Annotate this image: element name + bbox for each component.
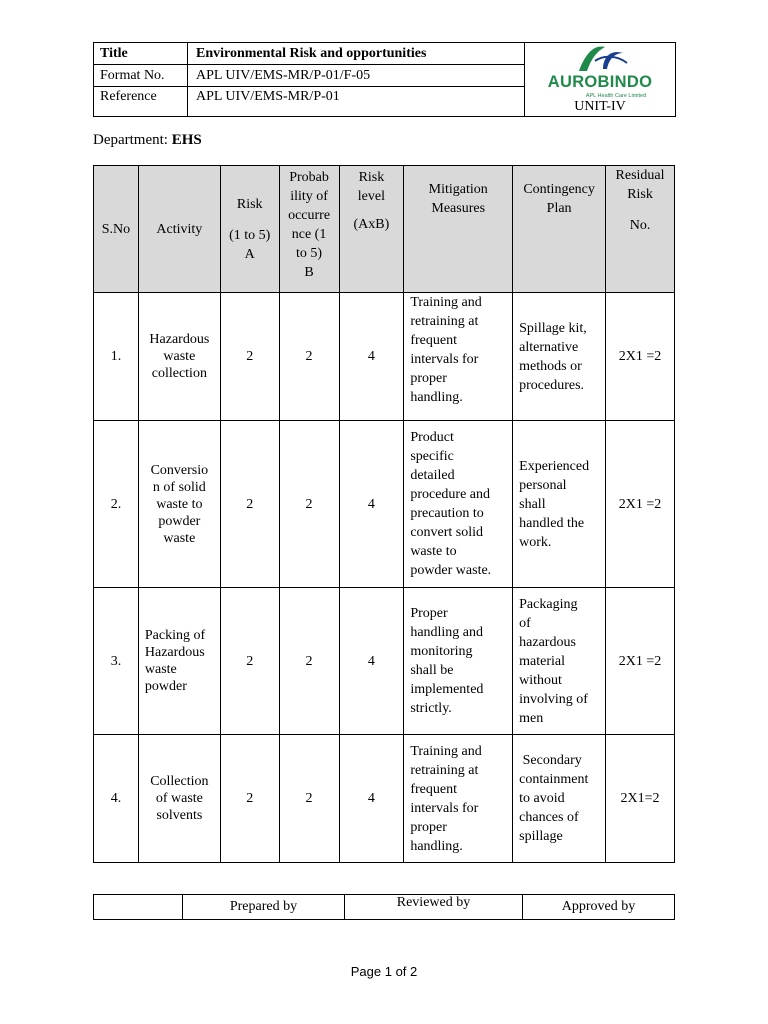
reviewed-by-label: Reviewed by bbox=[345, 895, 523, 920]
table-row bbox=[94, 421, 675, 588]
mitigation-line: shall be bbox=[410, 663, 454, 678]
mitigation-line: proper bbox=[410, 819, 447, 835]
mitigation-line: Product bbox=[410, 430, 454, 445]
cell-risk: 2 bbox=[220, 421, 279, 588]
contingency-line: Packaging bbox=[519, 596, 578, 612]
mitigation-line: Training and bbox=[410, 743, 482, 759]
mitigation-line: waste to bbox=[410, 544, 457, 559]
logo-text: AUROBINDO bbox=[547, 73, 653, 91]
cell-sno: 3. bbox=[94, 588, 139, 735]
document-header bbox=[93, 42, 676, 117]
cell-risk-level: 4 bbox=[339, 735, 404, 863]
mitigation-line: handling and bbox=[410, 625, 484, 640]
cell-risk-level: 4 bbox=[339, 421, 404, 588]
logo-subtext: APL Health Care Limited bbox=[585, 93, 647, 99]
mitigation-line: powder waste. bbox=[410, 563, 492, 578]
mitigation-line: monitoring bbox=[410, 644, 473, 659]
cell-sno: 1. bbox=[94, 293, 139, 421]
cell-probability: 2 bbox=[279, 588, 339, 735]
table-row bbox=[94, 735, 675, 863]
contingency-line: men bbox=[519, 710, 544, 726]
contingency-line: shall bbox=[519, 496, 546, 512]
format-value: APL UIV/EMS-MR/P-01/F-05 bbox=[188, 65, 525, 87]
cell-mitigation bbox=[404, 588, 513, 735]
col-residual bbox=[606, 166, 675, 293]
contingency-line: containment bbox=[519, 772, 589, 787]
col-probability bbox=[279, 166, 339, 293]
mitigation-line: intervals for bbox=[410, 352, 479, 367]
mitigation-line: convert solid bbox=[410, 525, 484, 540]
mitigation-line: procedure and bbox=[410, 487, 490, 502]
activity-line: powder bbox=[144, 679, 187, 694]
mitigation-line: retraining at bbox=[410, 762, 479, 778]
cell-probability: 2 bbox=[279, 293, 339, 421]
cell-risk-level: 4 bbox=[339, 293, 404, 421]
col-activity: Activity bbox=[138, 166, 220, 293]
table-row bbox=[94, 588, 675, 735]
cell-contingency bbox=[513, 735, 606, 863]
activity-line: of waste bbox=[155, 791, 203, 806]
col-mitigation-line: Measures bbox=[431, 201, 486, 216]
col-residual-line: Risk bbox=[627, 187, 653, 202]
page-number: Page 1 of 2 bbox=[350, 964, 418, 979]
col-prob-line: Probab bbox=[289, 170, 329, 185]
contingency-line: Experienced bbox=[519, 458, 590, 474]
logo-cell bbox=[525, 43, 676, 117]
mitigation-line: detailed bbox=[410, 468, 455, 483]
cell-contingency bbox=[513, 588, 606, 735]
activity-line: waste bbox=[163, 349, 196, 364]
activity-line: waste to bbox=[156, 496, 203, 512]
contingency-line: methods or bbox=[519, 358, 582, 374]
col-risk-level bbox=[339, 166, 404, 293]
mitigation-line: precaution to bbox=[410, 506, 484, 521]
contingency-line: spillage bbox=[519, 829, 563, 844]
mitigation-line: proper bbox=[410, 371, 447, 386]
signoff-table bbox=[93, 894, 675, 920]
cell-activity bbox=[138, 735, 220, 863]
activity-line: waste bbox=[163, 530, 196, 546]
cell-sno: 4. bbox=[94, 735, 139, 863]
cell-residual: 2X1 =2 bbox=[606, 293, 675, 421]
cell-risk: 2 bbox=[220, 293, 279, 421]
activity-line: Conversio bbox=[150, 462, 209, 478]
contingency-line: work. bbox=[519, 534, 552, 550]
cell-contingency bbox=[513, 293, 606, 421]
activity-line: Collection bbox=[150, 774, 209, 789]
unit-label: UNIT-IV bbox=[574, 99, 626, 114]
reference-label: Reference bbox=[94, 87, 188, 117]
contingency-line: personal bbox=[519, 477, 567, 493]
cell-probability: 2 bbox=[279, 421, 339, 588]
col-mitigation-line: Mitigation bbox=[428, 182, 488, 197]
mitigation-line: Proper bbox=[410, 606, 448, 621]
cell-activity bbox=[138, 293, 220, 421]
cell-risk: 2 bbox=[220, 735, 279, 863]
activity-line: waste bbox=[144, 662, 177, 677]
contingency-line: of bbox=[519, 615, 531, 631]
contingency-line: hazardous bbox=[519, 634, 576, 650]
table-row bbox=[94, 293, 675, 421]
table-header-row bbox=[94, 166, 675, 293]
col-risk-line: (1 to 5) A bbox=[229, 227, 271, 262]
col-residual-line: No. bbox=[629, 218, 651, 233]
mitigation-line: retraining at bbox=[410, 314, 479, 329]
activity-line: solvents bbox=[156, 808, 203, 823]
contingency-line: Spillage kit, bbox=[519, 320, 587, 336]
mitigation-line: intervals for bbox=[410, 800, 479, 816]
contingency-line: material bbox=[519, 653, 566, 669]
format-label: Format No. bbox=[94, 65, 188, 87]
contingency-line: handled the bbox=[519, 515, 585, 531]
mitigation-line: implemented bbox=[410, 682, 484, 697]
department-value: EHS bbox=[171, 132, 202, 148]
mitigation-line: frequent bbox=[410, 333, 457, 348]
activity-line: powder bbox=[158, 513, 201, 529]
col-risk-line: Risk bbox=[236, 196, 263, 212]
aurobindo-logo-icon bbox=[573, 43, 629, 73]
mitigation-line: specific bbox=[410, 449, 454, 464]
cell-residual: 2X1 =2 bbox=[606, 588, 675, 735]
cell-risk-level: 4 bbox=[339, 588, 404, 735]
contingency-line: without bbox=[519, 672, 562, 688]
col-prob-line: B bbox=[304, 265, 314, 280]
contingency-line: procedures. bbox=[519, 377, 585, 393]
risk-table bbox=[93, 165, 675, 863]
department-line bbox=[93, 132, 202, 149]
cell-activity bbox=[138, 421, 220, 588]
col-prob-line: ility of bbox=[290, 189, 328, 204]
cell-residual: 2X1=2 bbox=[606, 735, 675, 863]
col-prob-line: occurre bbox=[288, 208, 331, 223]
title-label: Title bbox=[94, 43, 188, 65]
col-residual-line: Residual bbox=[615, 168, 665, 183]
activity-line: Hazardous bbox=[144, 645, 205, 660]
mitigation-line: strictly. bbox=[410, 701, 452, 716]
approved-by-label: Approved by bbox=[523, 895, 675, 920]
cell-mitigation bbox=[404, 421, 513, 588]
contingency-line: chances of bbox=[519, 810, 579, 825]
col-prob-line: to 5) bbox=[296, 246, 323, 261]
cell-contingency bbox=[513, 421, 606, 588]
col-contingency-line: Contingency bbox=[523, 182, 595, 197]
mitigation-line: handling. bbox=[410, 838, 463, 854]
reference-value: APL UIV/EMS-MR/P-01 bbox=[188, 87, 525, 117]
col-level-line: Risk bbox=[358, 170, 385, 185]
signoff-blank-cell bbox=[94, 895, 183, 920]
cell-residual: 2X1 =2 bbox=[606, 421, 675, 588]
cell-mitigation bbox=[404, 293, 513, 421]
col-mitigation bbox=[404, 166, 513, 293]
contingency-line: alternative bbox=[519, 339, 579, 355]
activity-line: Hazardous bbox=[149, 332, 210, 347]
cell-activity bbox=[138, 588, 220, 735]
activity-line: Packing of bbox=[144, 628, 206, 643]
prepared-by-label: Prepared by bbox=[183, 895, 345, 920]
contingency-line: Secondary bbox=[519, 753, 582, 768]
mitigation-line: Training and bbox=[410, 295, 482, 310]
col-sno: S.No bbox=[94, 166, 139, 293]
mitigation-line: handling. bbox=[410, 390, 463, 405]
activity-line: n of solid bbox=[152, 479, 206, 495]
cell-sno: 2. bbox=[94, 421, 139, 588]
col-level-line: level bbox=[357, 189, 386, 204]
col-risk bbox=[220, 166, 279, 293]
col-contingency-line: Plan bbox=[546, 201, 572, 216]
contingency-line: to avoid bbox=[519, 791, 565, 806]
mitigation-line: frequent bbox=[410, 781, 457, 797]
department-label: Department: bbox=[93, 132, 168, 148]
col-contingency bbox=[513, 166, 606, 293]
col-level-line: (AxB) bbox=[353, 217, 390, 232]
contingency-line: involving of bbox=[519, 691, 588, 707]
cell-mitigation bbox=[404, 735, 513, 863]
activity-line: collection bbox=[151, 366, 207, 381]
col-prob-line: nce (1 bbox=[291, 227, 327, 242]
title-value: Environmental Risk and opportunities bbox=[188, 43, 525, 65]
cell-probability: 2 bbox=[279, 735, 339, 863]
cell-risk: 2 bbox=[220, 588, 279, 735]
